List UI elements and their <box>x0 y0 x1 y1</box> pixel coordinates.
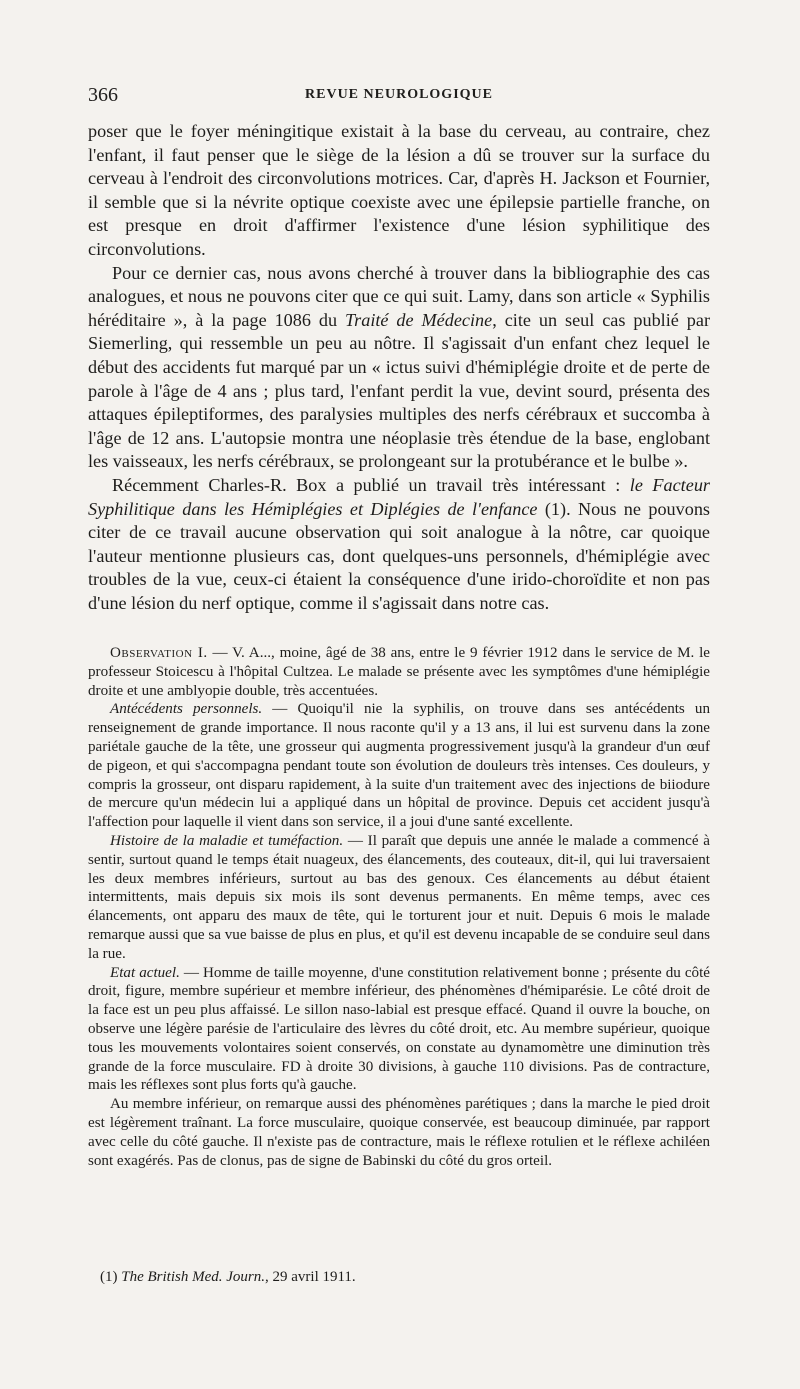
paragraph-2-text-a: Pour ce dernier cas, nous avons cherché à trouver dans la bibliographie des cas analogues, et nous ne pouvons citer que ce qui suit. Lamy, dans son article « Syphilis héréditaire », à la page 1086 du <box>88 262 710 330</box>
page-header <box>88 84 710 108</box>
page-number: 366 <box>88 84 118 106</box>
footnote-journal: The British Med. Journ. <box>121 1269 265 1285</box>
footnote-reference: (1) <box>537 498 567 519</box>
paragraph-3-text-b: . Nous ne pouvons citer de ce travail aucune observation qui soit analogue à la nôtre, car quoique l'auteur mentionne plusieurs cas, dont quelques-uns personnels, d'hémiplégie avec troubles de la vue, ceux-ci étaient la conséquence d'une irido-choroïdite et non pas d'une lésion du nerf optique, comme il s'agissait dans notre cas. <box>88 498 710 613</box>
running-title: REVUE NEUROLOGIQUE <box>305 87 493 102</box>
footnote-date: , 29 avril 1911. <box>265 1269 356 1285</box>
membre-inferieur-paragraph: Au membre inférieur, on remarque aussi des phénomènes parétiques ; dans la marche le pied droit est légèrement traînant. La force musculaire, quoique conservée, est beaucoup diminuée, par rapport avec celle du côté gauche. Il n'existe pas de contracture, mais le réflexe rotulien et le réflexe achiléen sont exagérés. Pas de clonus, pas de signe de Babinski du côté du gros orteil. <box>88 1096 710 1169</box>
etat-paragraph <box>88 964 710 1096</box>
footnote-marker: (1) <box>100 1269 118 1285</box>
observation-section <box>88 644 710 1170</box>
paragraph-2-text-b: , cite un seul cas publié par Siemerling, qui ressemble un peu au nôtre. Il s'agissait d'un enfant chez lequel le début des accidents fut marqué par un « ictus suivi d'hémiplégie droite et de perte de parole à l'âge de 4 ans ; plus tard, l'enfant perdit la vue, devint sourd, présenta des attaques épileptiformes, des paralysies multiples des nerfs cérébraux et succomba à l'âge de 12 ans. L'autopsie montra une néoplasie très étendue de la base, englobant les vaisseaux, les nerfs cérébraux, se prolongeant sur la protubérance et le bulbe ». <box>88 309 711 472</box>
cited-work-title: Traité de Médecine <box>345 309 493 330</box>
observation-intro-text: — V. A..., moine, âgé de 38 ans, entre le 9 février 1912 dans le service de M. le professeur Stoicescu à l'hôpital Cultzea. Le malade se présente avec les symptômes d'une hémiplégie droite et une amblyopie double, très accentuées. <box>88 645 710 699</box>
antecedents-paragraph <box>88 700 710 832</box>
histoire-heading: Histoire de la maladie et tuméfaction. <box>110 832 344 849</box>
paragraph-1: poser que le foyer méningitique existait à la base du cerveau, au contraire, chez l'enfant, il faut penser que le siège de la lésion a dû se trouver sur la surface du cerveau à l'endroit des circonvolutions motrices. Car, d'après H. Jackson et Fournier, il semble que si la névrite optique coexiste avec une épilepsie partielle franche, on est presque en droit d'affirmer l'existence d'une lésion syphilitique des circonvolutions. <box>88 121 710 259</box>
histoire-text: — Il paraît que depuis une année le malade a commencé à sentir, surtout quand le temps était nuageux, des élancements, des couteaux, dit-il, qui lui traversaient les deux membres inférieurs, surtout au bas des genoux. Ces élancements au début étaient intermittents, mais depuis six mois ils sont devenus permanents. En même temps, avec ces élancements, ont apparu des maux de tête, qui le torturent jour et nuit. Depuis 6 mois le malade remarque aussi que sa vue baisse de plus en plus, et qu'il est devenu incapable de se conduire seul dans la rue. <box>88 832 710 962</box>
paragraph-2 <box>88 262 710 474</box>
etat-heading: Etat actuel. <box>110 964 180 981</box>
observation-label: Observation I. <box>110 645 208 661</box>
paragraph-3-text-a: Récemment Charles-R. Box a publié un travail très intéressant : <box>112 474 630 495</box>
main-text <box>88 120 710 615</box>
antecedents-text: — Quoiqu'il nie la syphilis, on trouve dans ses antécédents un renseignement de grande importance. Il nous raconte qu'il y a 13 ans, il lui est survenu dans la zone pariétale gauche de la tête, une grosseur qui augmenta progressivement jusqu'à la grandeur d'un œuf de pigeon, et qui s'accompagna pendant toute son évolution de douleurs très intenses. Ces douleurs, y compris la grosseur, ont disparu rapidement, à la suite d'un traitement avec des injections de biiodure de mercure qu'un médecin lui a appliqué dans un hôpital de province. Depuis cet accident jusqu'à l'affection pour laquelle il vient dans son service, il a joui d'une santé excellente. <box>88 701 710 831</box>
histoire-paragraph <box>88 832 710 964</box>
footnote <box>88 1268 710 1286</box>
cited-paper-title: le Facteur Syphilitique dans les Hémiplégies et Diplégies de l'enfance <box>88 474 710 519</box>
observation-intro <box>88 644 710 700</box>
antecedents-heading: Antécédents personnels. <box>110 701 263 718</box>
etat-text: — Homme de taille moyenne, d'une constitution relativement bonne ; présente du côté droit, figure, membre supérieur et membre inférieur, des phénomènes d'hémiparésie. Le côté droit de la face est un peu plus affaissé. Le sillon naso-labial est presque effacé. Quand il ouvre la bouche, on observe une légère parésie de l'articulaire des lèvres du côté droit, etc. Au membre supérieur, quoique tous les mouvements volontaires soient conservés, on constate au dynamomètre une diminution très grande de la force musculaire. FD à droite 30 divisions, à gauche 110 divisions. Pas de contracture, mais les réflexes sont plus forts qu'à gauche. <box>88 964 710 1094</box>
paragraph-3 <box>88 474 710 616</box>
